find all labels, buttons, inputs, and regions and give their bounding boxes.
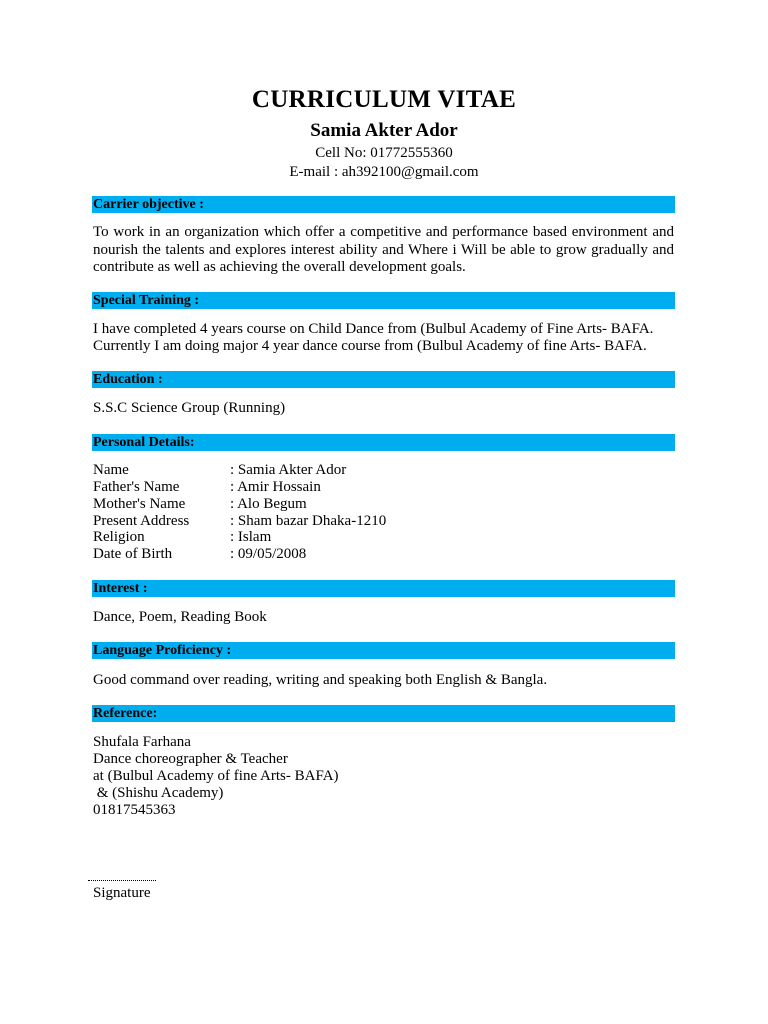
section-heading-training: Special Training : [92,292,675,309]
section-heading-objective: Carrier objective : [92,196,675,213]
detail-row-religion [93,529,271,546]
detail-row-mother [93,496,307,513]
detail-value: : Amir Hossain [230,479,321,495]
signature-line [88,880,156,881]
detail-value: : Sham bazar Dhaka-1210 [230,513,387,529]
language-text: Good command over reading, writing and speaking both English & Bangla. [93,672,548,688]
reference-line: at (Bulbul Academy of fine Arts- BAFA) [93,768,339,784]
cell-number: Cell No: 01772555360 [315,145,453,161]
section-heading-personal: Personal Details: [92,434,675,451]
detail-value: : Samia Akter Ador [230,462,347,478]
detail-label: Date of Birth [93,546,173,562]
section-heading-interest: Interest : [92,580,675,597]
detail-value: : Alo Begum [230,496,307,512]
email-address: E-mail : ah392100@gmail.com [289,164,479,180]
detail-row-name [93,462,346,479]
detail-value: : 09/05/2008 [230,546,307,562]
training-line: I have completed 4 years course on Child Dance from (Bulbul Academy of Fine Arts- BAFA. [93,321,654,337]
detail-row-dob [93,546,306,563]
detail-label: Present Address [93,513,190,529]
objective-text: To work in an organization which offer a competitive and performance based environment and nourish the talents and explores interest ability and Where i Will be able to grow gradually and contribute as well as achieving the overall development goals. [93,224,674,275]
reference-line: & (Shishu Academy) [93,785,224,801]
training-line: Currently I am doing major 4 year dance course from (Bulbul Academy of fine Arts- BAFA. [93,338,647,354]
detail-value: : Islam [230,529,272,545]
section-heading-language: Language Proficiency : [92,642,675,659]
reference-line: Shufala Farhana [93,734,191,750]
section-heading-education: Education : [92,371,675,388]
candidate-name: Samia Akter Ador [310,120,458,141]
section-heading-reference: Reference: [92,705,675,722]
detail-row-father [93,479,321,496]
signature-label: Signature [93,885,151,901]
detail-label: Father's Name [93,479,180,495]
education-text: S.S.C Science Group (Running) [93,400,286,416]
interest-text: Dance, Poem, Reading Book [93,609,267,625]
detail-label: Religion [93,529,145,545]
detail-label: Mother's Name [93,496,186,512]
detail-label: Name [93,462,129,478]
reference-line: Dance choreographer & Teacher [93,751,288,767]
document-title: CURRICULUM VITAE [251,86,517,113]
reference-line: 01817545363 [93,802,176,818]
detail-row-address [93,513,386,530]
